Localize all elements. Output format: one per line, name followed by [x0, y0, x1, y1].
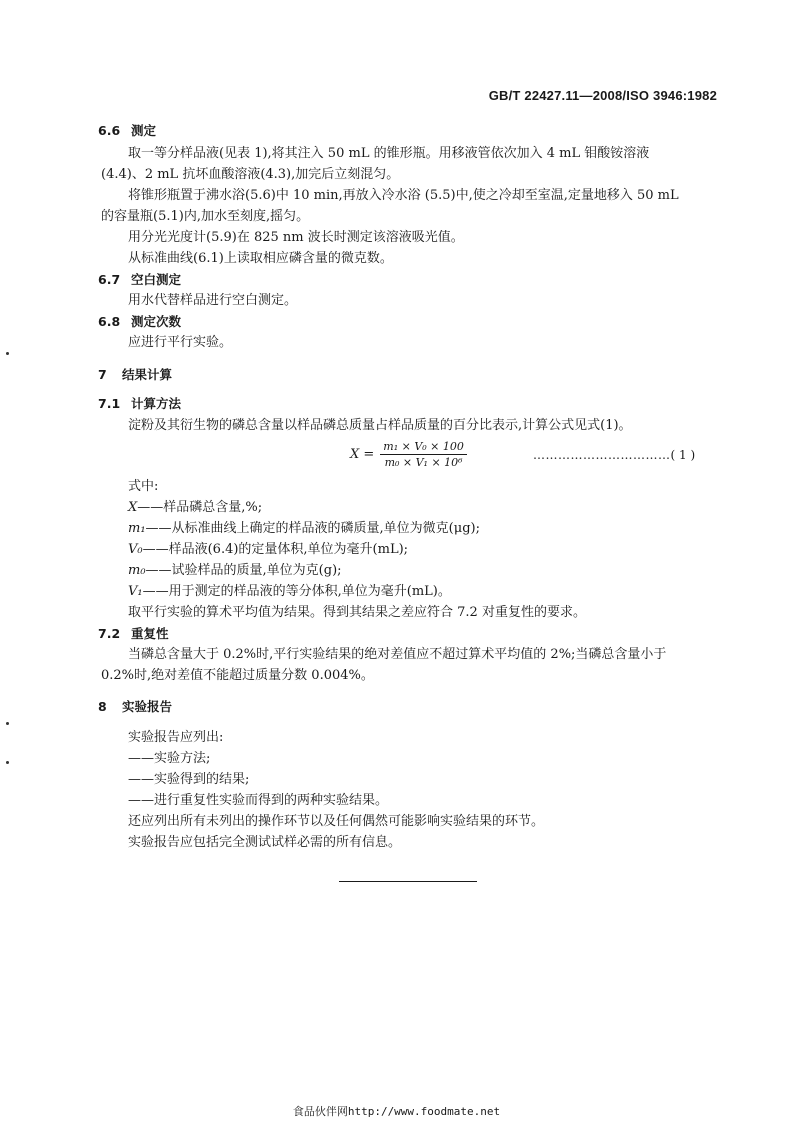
- paragraph-line: 应进行平行实验。: [128, 335, 233, 350]
- paragraph-line: 用水代替样品进行空白测定。: [128, 293, 298, 308]
- definition-text: ——样品液(6.4)的定量体积,单位为毫升(mL);: [142, 542, 409, 557]
- paragraph-line: 的容量瓶(5.1)内,加水至刻度,摇匀。: [101, 209, 310, 224]
- definition-item: [128, 499, 262, 517]
- definition-symbol: m₁: [128, 521, 146, 536]
- section-number: 6.8: [98, 314, 121, 329]
- definition-symbol: V₀: [128, 542, 143, 557]
- section-title: 测定次数: [131, 314, 182, 329]
- section-number: 8: [98, 699, 107, 714]
- section-6-6-heading: [98, 122, 156, 140]
- formula-lhs: X =: [350, 447, 375, 462]
- section-number: 6.7: [98, 272, 121, 287]
- equation-leader-dots: ……………………………: [533, 448, 671, 462]
- section-title: 结果计算: [122, 367, 173, 382]
- definition-symbol: V₁: [128, 584, 143, 599]
- paragraph-line: 还应列出所有未列出的操作环节以及任何偶然可能影响实验结果的环节。: [128, 814, 545, 829]
- section-title: 测定: [131, 123, 157, 138]
- footer-site-name: 食品伙伴网: [292, 1105, 348, 1118]
- definition-item: [128, 583, 451, 601]
- section-title: 重复性: [131, 626, 169, 641]
- paragraph-line: 当磷总含量大于 0.2%时,平行实验结果的绝对差值应不超过算术平均值的 2%;当磷总含量小于: [128, 647, 667, 662]
- equation-number: [533, 448, 695, 462]
- section-number: 7: [98, 367, 107, 382]
- section-7-heading: [98, 366, 172, 384]
- list-item: ——进行重复性实验而得到的两种实验结果。: [128, 793, 389, 808]
- definition-symbol: X: [128, 500, 138, 515]
- scan-speck: [6, 761, 9, 764]
- definition-item: [128, 541, 408, 559]
- section-6-8-heading: [98, 313, 181, 331]
- section-title: 实验报告: [122, 699, 173, 714]
- formula-fraction: [380, 440, 467, 469]
- section-7-1-heading: [98, 395, 181, 413]
- paragraph-line: (4.4)、2 mL 抗坏血酸溶液(4.3),加完后立刻混匀。: [101, 167, 400, 182]
- footer-watermark: [0, 1103, 793, 1119]
- definition-text: ——样品磷总含量,%;: [137, 500, 263, 515]
- paragraph-line: 取平行实验的算术平均值为结果。得到其结果之差应符合 7.2 对重复性的要求。: [128, 605, 586, 620]
- paragraph-line: 0.2%时,绝对差值不能超过质量分数 0.004%。: [101, 668, 374, 683]
- definition-symbol: m₀: [128, 563, 146, 578]
- formula-denominator: m₀ × V₁ × 10⁶: [384, 456, 463, 469]
- section-title: 计算方法: [131, 396, 182, 411]
- footer-url-link[interactable]: http://www.foodmate.net: [347, 1105, 501, 1118]
- section-number: 7.1: [98, 396, 121, 411]
- standard-number-header: GB/T 22427.11—2008/ISO 3946:1982: [488, 88, 717, 103]
- paragraph-line: 淀粉及其衍生物的磷总含量以样品磷总质量占样品质量的百分比表示,计算公式见式(1)。: [128, 418, 632, 433]
- formula-1: [350, 440, 467, 469]
- definition-text: ——用于测定的样品液的等分体积,单位为毫升(mL)。: [142, 584, 451, 599]
- definition-item: [128, 562, 342, 580]
- scan-speck: [6, 722, 9, 725]
- formula-numerator: m₁ × V₀ × 100: [380, 440, 467, 455]
- equation-label: ( 1 ): [670, 448, 696, 462]
- scan-speck: [6, 352, 9, 355]
- definition-text: ——试验样品的质量,单位为克(g);: [145, 563, 342, 578]
- section-8-heading: [98, 698, 172, 716]
- section-6-7-heading: [98, 271, 181, 289]
- section-title: 空白测定: [131, 272, 182, 287]
- paragraph-line: 将锥形瓶置于沸水浴(5.6)中 10 min,再放入冷水浴 (5.5)中,使之冷却至室温,定量地移入 50 mL: [128, 188, 679, 203]
- end-of-document-rule: [339, 881, 477, 882]
- where-label: 式中:: [128, 479, 159, 494]
- paragraph-line: 实验报告应包括完全测试试样必需的所有信息。: [128, 835, 402, 850]
- definition-text: ——从标准曲线上确定的样品液的磷质量,单位为微克(μg);: [145, 521, 480, 536]
- section-number: 6.6: [98, 123, 121, 138]
- paragraph-line: 取一等分样品液(见表 1),将其注入 50 mL 的锥形瓶。用移液管依次加入 4 mL 钼酸铵溶液: [128, 146, 650, 161]
- definition-item: [128, 520, 480, 538]
- list-item: ——实验得到的结果;: [128, 772, 250, 787]
- paragraph-line: 实验报告应列出:: [128, 730, 224, 745]
- list-item: ——实验方法;: [128, 751, 211, 766]
- section-number: 7.2: [98, 626, 121, 641]
- section-7-2-heading: [98, 625, 169, 643]
- paragraph-line: 从标准曲线(6.1)上读取相应磷含量的微克数。: [128, 251, 393, 266]
- paragraph-line: 用分光光度计(5.9)在 825 nm 波长时测定该溶液吸光值。: [128, 230, 464, 245]
